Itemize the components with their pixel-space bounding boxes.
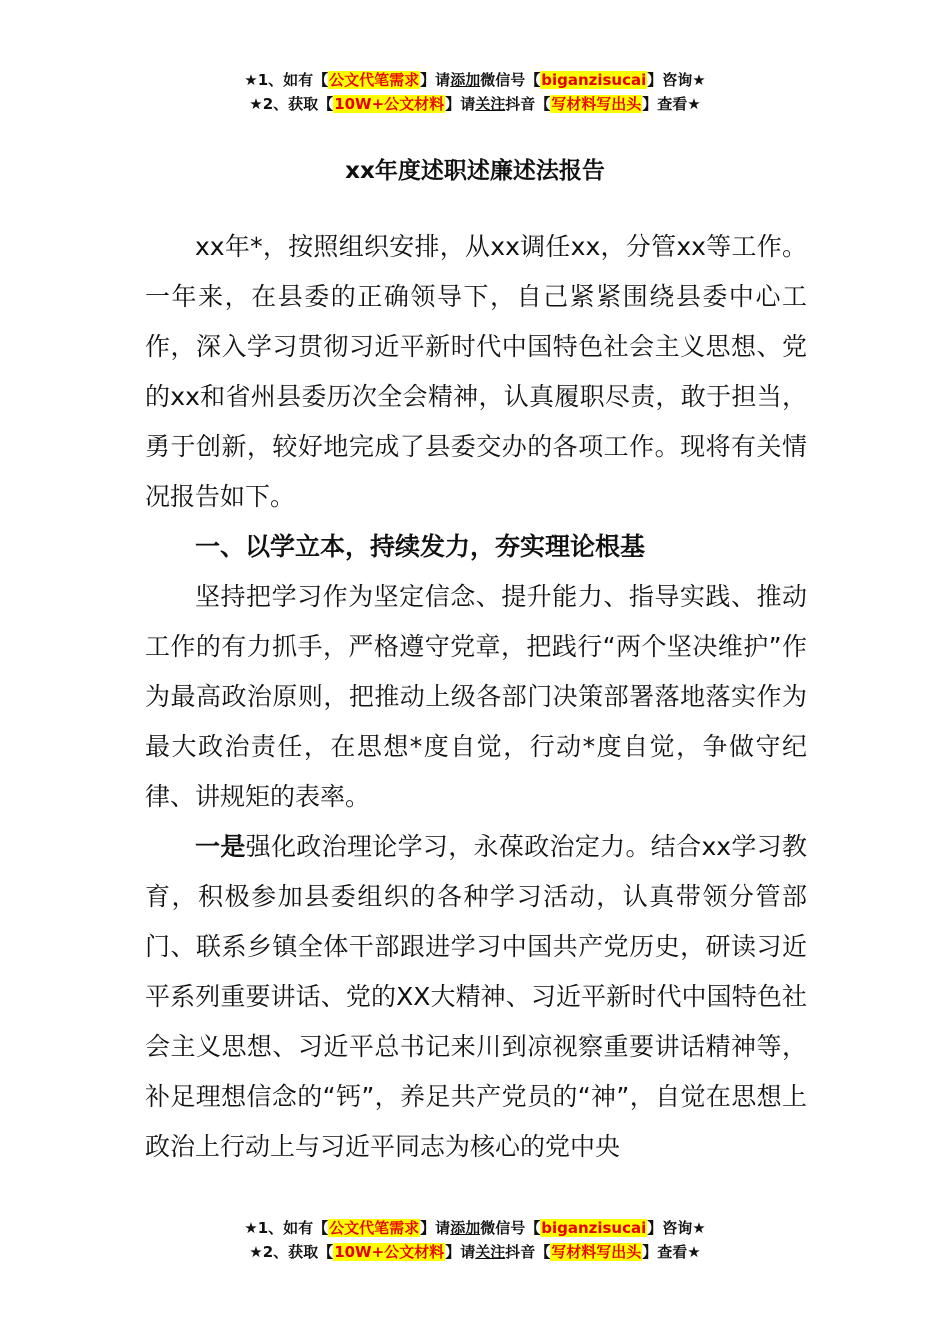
footer-banner <box>0 1216 950 1264</box>
paragraph-point-1: 一是强化政治理论学习，永葆政治定力。结合xx学习教育，积极参加县委组织的各种学习活动，认真带领分管部门、联系乡镇全体干部跟进学习中国共产党历史，研读习近平系列重要讲话、党的XX大精神、习近平新时代中国特色社会主义思想、习近平总书记来川到凉视察重要讲话精神等，补足理想信念的“钙”，养足共产党员的“神”，自觉在思想上政治上行动上与习近平同志为核心的党中央 <box>145 832 807 1161</box>
banner-line-1: ★1、如有【公文代笔需求】请添加微信号【biganzisucai】咨询★ <box>244 71 706 89</box>
highlight-douyin-id: 写材料写出头 <box>551 95 642 113</box>
header-banner <box>0 68 950 116</box>
point-lead: 一是 <box>195 832 246 861</box>
banner-line-2: ★2、获取【10W+公文材料】请关注抖音【写材料写出头】查看★ <box>249 95 701 113</box>
footer-banner-line-1: ★1、如有【公文代笔需求】请添加微信号【biganzisucai】咨询★ <box>244 1219 706 1237</box>
highlight-materials: 10W+公文材料 <box>334 95 445 113</box>
paragraph-intro: xx年*，按照组织安排，从xx调任xx，分管xx等工作。一年来，在县委的正确领导下，自己紧紧围绕县委中心工作，深入学习贯彻习近平新时代中国特色社会主义思想、党的xx和省州县委历次全会精神，认真履职尽责，敢于担当，勇于创新，较好地完成了县委交办的各项工作。现将有关情况报告如下。 <box>145 232 807 511</box>
footer-banner-line-2: ★2、获取【10W+公文材料】请关注抖音【写材料写出头】查看★ <box>249 1243 701 1261</box>
document-body <box>145 222 807 1172</box>
document-title: xx年度述职述廉述法报告 <box>345 158 605 184</box>
section-heading-1: 一、以学立本，持续发力，夯实理论根基 <box>195 532 646 561</box>
paragraph-section-1: 坚持把学习作为坚定信念、提升能力、指导实践、推动工作的有力抓手，严格遵守党章，把践行“两个坚决维护”作为最高政治原则，把推动上级各部门决策部署落地落实作为最大政治责任，在思想*度自觉，行动*度自觉，争做守纪律、讲规矩的表率。 <box>145 582 807 811</box>
highlight-wechat-id: biganzisucai <box>541 71 647 89</box>
highlight-service: 公文代笔需求 <box>329 71 420 89</box>
